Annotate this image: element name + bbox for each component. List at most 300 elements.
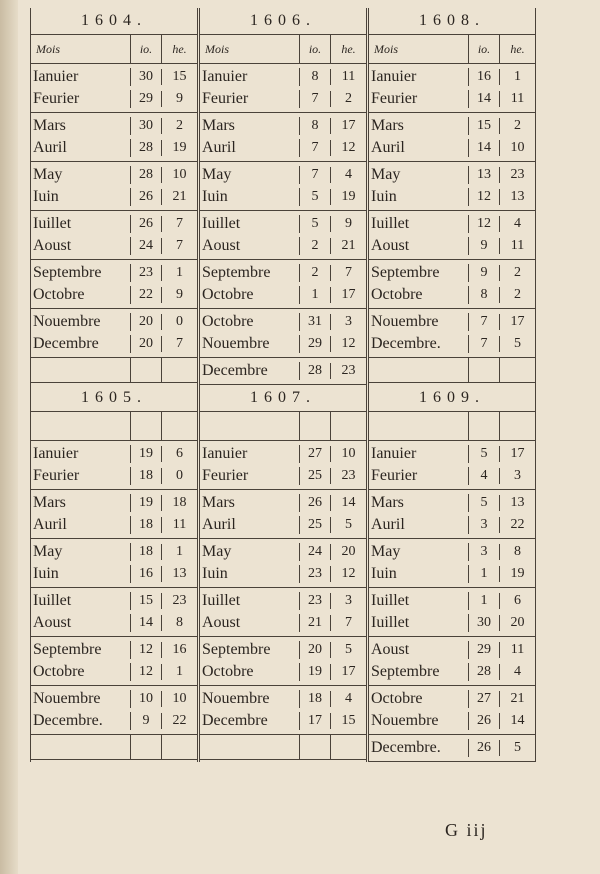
day-value: 12 bbox=[131, 642, 162, 658]
empty-cell bbox=[369, 358, 469, 382]
hour-value: 10 bbox=[172, 691, 187, 706]
day-value: 9 bbox=[469, 265, 500, 281]
month-row bbox=[200, 333, 366, 355]
day-value: 8 bbox=[300, 118, 331, 134]
hour-value: 19 bbox=[172, 140, 187, 155]
month-name: May bbox=[31, 166, 131, 184]
hour-value: 22 bbox=[510, 517, 525, 532]
hours-column-blank bbox=[162, 412, 197, 440]
column-header-row bbox=[369, 412, 535, 441]
month-row bbox=[200, 661, 366, 683]
month-row bbox=[200, 443, 366, 465]
month-row bbox=[31, 164, 197, 186]
month-row bbox=[31, 563, 197, 585]
month-row bbox=[200, 710, 366, 732]
month-pair-group bbox=[369, 260, 535, 309]
month-pair-group bbox=[31, 588, 197, 637]
hour-value: 19 bbox=[510, 566, 525, 581]
hour-value: 0 bbox=[176, 468, 183, 483]
month-column-blank bbox=[369, 412, 469, 440]
month-pair-group bbox=[200, 637, 366, 686]
hour-value: 5 bbox=[345, 517, 352, 532]
month-row bbox=[31, 115, 197, 137]
hour-value: 14 bbox=[341, 495, 356, 510]
hour-value: 2 bbox=[345, 91, 352, 106]
hour-value: 8 bbox=[514, 544, 521, 559]
hour-value: 21 bbox=[341, 238, 356, 253]
day-value: 20 bbox=[300, 642, 331, 658]
hour-value: 1 bbox=[514, 69, 521, 84]
day-value: 30 bbox=[131, 118, 162, 134]
month-row bbox=[369, 612, 535, 634]
hour-value: 17 bbox=[510, 314, 525, 329]
month-row bbox=[31, 492, 197, 514]
days-column-blank bbox=[131, 412, 162, 440]
month-row bbox=[200, 563, 366, 585]
hour-value: 17 bbox=[341, 287, 356, 302]
day-value: 24 bbox=[131, 238, 162, 254]
hour-value: 13 bbox=[172, 566, 187, 581]
empty-cell bbox=[162, 358, 197, 382]
day-value: 28 bbox=[131, 140, 162, 156]
month-row bbox=[369, 186, 535, 208]
empty-row bbox=[369, 358, 535, 383]
month-name: Ianuier bbox=[369, 68, 469, 86]
hour-value: 13 bbox=[510, 495, 525, 510]
hours-column-header: he. bbox=[510, 42, 525, 56]
hour-value: 2 bbox=[514, 287, 521, 302]
month-name: Auril bbox=[369, 516, 469, 534]
day-value: 14 bbox=[469, 91, 500, 107]
new-moon-tables bbox=[30, 8, 535, 762]
day-value: 19 bbox=[300, 664, 331, 680]
month-row bbox=[200, 465, 366, 487]
year-table bbox=[30, 385, 198, 762]
month-pair-group bbox=[31, 64, 197, 113]
day-value: 26 bbox=[131, 189, 162, 205]
month-name: Octobre bbox=[369, 286, 469, 304]
month-name: Iuin bbox=[31, 565, 131, 583]
hour-value: 3 bbox=[345, 593, 352, 608]
month-row bbox=[369, 710, 535, 732]
month-row bbox=[369, 66, 535, 88]
day-value: 21 bbox=[300, 615, 331, 631]
hour-value: 17 bbox=[510, 446, 525, 461]
day-value: 29 bbox=[469, 642, 500, 658]
year-heading: 1606. bbox=[200, 8, 366, 35]
hour-value: 2 bbox=[514, 118, 521, 133]
day-value: 20 bbox=[131, 314, 162, 330]
hour-value: 2 bbox=[514, 265, 521, 280]
hour-value: 1 bbox=[176, 544, 183, 559]
hour-value: 1 bbox=[176, 664, 183, 679]
month-name: Aoust bbox=[369, 641, 469, 659]
month-row bbox=[369, 661, 535, 683]
day-value: 16 bbox=[131, 566, 162, 582]
month-name: Octobre bbox=[200, 313, 300, 331]
month-name: Ianuier bbox=[200, 68, 300, 86]
day-value: 26 bbox=[131, 216, 162, 232]
month-pair-group bbox=[369, 490, 535, 539]
month-name: Aoust bbox=[31, 237, 131, 255]
month-name: Iuin bbox=[200, 565, 300, 583]
day-value: 12 bbox=[469, 189, 500, 205]
hour-value: 23 bbox=[510, 167, 525, 182]
month-row bbox=[369, 213, 535, 235]
month-row bbox=[369, 164, 535, 186]
hour-value: 7 bbox=[176, 238, 183, 253]
year-table bbox=[368, 8, 536, 385]
month-pair-group bbox=[31, 490, 197, 539]
month-row bbox=[31, 661, 197, 683]
month-row bbox=[31, 541, 197, 563]
day-value: 24 bbox=[300, 544, 331, 560]
month-name: Decembre. bbox=[369, 335, 469, 353]
month-column-blank bbox=[200, 412, 300, 440]
month-name: Feurier bbox=[200, 467, 300, 485]
month-pair-group bbox=[31, 309, 197, 358]
hour-value: 22 bbox=[172, 713, 187, 728]
days-column-header: io. bbox=[131, 35, 162, 63]
day-value: 30 bbox=[131, 69, 162, 85]
hour-value: 18 bbox=[172, 495, 187, 510]
month-name: Nouembre bbox=[200, 690, 300, 708]
hour-value: 23 bbox=[172, 593, 187, 608]
month-pair-group bbox=[31, 441, 197, 490]
year-heading: 1605. bbox=[31, 385, 197, 412]
hour-value: 10 bbox=[341, 446, 356, 461]
month-pair-group bbox=[200, 686, 366, 735]
hour-value: 11 bbox=[510, 642, 525, 657]
hours-column-header: he. bbox=[172, 42, 187, 56]
day-value: 14 bbox=[469, 140, 500, 156]
month-row bbox=[200, 115, 366, 137]
day-value: 26 bbox=[469, 740, 500, 756]
day-value: 3 bbox=[469, 544, 500, 560]
month-row bbox=[369, 333, 535, 355]
month-pair-group bbox=[369, 637, 535, 686]
month-row bbox=[31, 186, 197, 208]
empty-cell bbox=[331, 735, 366, 759]
tables-row-top bbox=[30, 8, 535, 385]
month-name: Aoust bbox=[200, 237, 300, 255]
month-name: Octobre bbox=[369, 690, 469, 708]
month-name: Iuin bbox=[200, 188, 300, 206]
day-value: 27 bbox=[469, 691, 500, 707]
column-header-row bbox=[200, 35, 366, 64]
day-value: 31 bbox=[300, 314, 331, 330]
month-pair-group bbox=[200, 539, 366, 588]
hour-value: 19 bbox=[341, 189, 356, 204]
empty-cell bbox=[162, 735, 197, 759]
month-pair-group bbox=[369, 441, 535, 490]
month-name: Mars bbox=[31, 117, 131, 135]
hour-value: 12 bbox=[341, 566, 356, 581]
days-column-blank bbox=[300, 412, 331, 440]
month-row bbox=[31, 443, 197, 465]
month-row bbox=[200, 639, 366, 661]
month-row bbox=[200, 311, 366, 333]
month-row bbox=[369, 311, 535, 333]
month-pair-group bbox=[200, 113, 366, 162]
month-row bbox=[31, 137, 197, 159]
month-name: Iuillet bbox=[200, 215, 300, 233]
month-name: Feurier bbox=[369, 90, 469, 108]
month-pair-group bbox=[31, 539, 197, 588]
month-pair-group bbox=[369, 686, 535, 735]
month-row bbox=[369, 88, 535, 110]
month-column-header: Mois bbox=[369, 35, 469, 63]
empty-row bbox=[200, 735, 366, 760]
empty-row bbox=[31, 735, 197, 760]
month-row bbox=[31, 88, 197, 110]
day-value: 15 bbox=[131, 593, 162, 609]
month-name: Feurier bbox=[31, 467, 131, 485]
month-name: Ianuier bbox=[31, 445, 131, 463]
day-value: 7 bbox=[300, 91, 331, 107]
month-pair-group bbox=[200, 588, 366, 637]
extra-month-group bbox=[369, 735, 535, 762]
month-row bbox=[31, 333, 197, 355]
month-row bbox=[31, 639, 197, 661]
empty-cell bbox=[300, 735, 331, 759]
month-row bbox=[200, 164, 366, 186]
month-row bbox=[369, 465, 535, 487]
month-name: Ianuier bbox=[31, 68, 131, 86]
month-name: Iuillet bbox=[31, 592, 131, 610]
month-name: Iuin bbox=[31, 188, 131, 206]
day-value: 22 bbox=[131, 287, 162, 303]
day-value: 1 bbox=[469, 566, 500, 582]
month-row bbox=[200, 186, 366, 208]
month-name: Iuillet bbox=[369, 592, 469, 610]
month-name: Mars bbox=[200, 494, 300, 512]
hour-value: 5 bbox=[514, 336, 521, 351]
hour-value: 12 bbox=[341, 336, 356, 351]
month-row bbox=[369, 443, 535, 465]
month-name: Septembre bbox=[369, 663, 469, 681]
hour-value: 6 bbox=[514, 593, 521, 608]
month-name: Auril bbox=[31, 516, 131, 534]
month-row bbox=[31, 710, 197, 732]
hour-value: 15 bbox=[341, 713, 356, 728]
month-row bbox=[31, 235, 197, 257]
empty-cell bbox=[131, 358, 162, 382]
month-name: Nouembre bbox=[369, 712, 469, 730]
month-row bbox=[200, 213, 366, 235]
hour-value: 3 bbox=[514, 468, 521, 483]
day-value: 28 bbox=[131, 167, 162, 183]
month-row bbox=[369, 284, 535, 306]
days-column-blank bbox=[469, 412, 500, 440]
month-row bbox=[369, 492, 535, 514]
month-name: Mars bbox=[200, 117, 300, 135]
day-value: 3 bbox=[469, 517, 500, 533]
column-header-row bbox=[31, 412, 197, 441]
empty-cell bbox=[200, 735, 300, 759]
month-name: Auril bbox=[369, 139, 469, 157]
month-row bbox=[200, 66, 366, 88]
day-value: 13 bbox=[469, 167, 500, 183]
month-pair-group bbox=[200, 309, 366, 358]
month-name: Iuin bbox=[369, 565, 469, 583]
hour-value: 20 bbox=[341, 544, 356, 559]
hour-value: 7 bbox=[176, 336, 183, 351]
month-pair-group bbox=[200, 162, 366, 211]
month-name: Auril bbox=[31, 139, 131, 157]
hour-value: 9 bbox=[345, 216, 352, 231]
day-value: 7 bbox=[469, 336, 500, 352]
hour-value: 9 bbox=[176, 91, 183, 106]
day-value: 29 bbox=[300, 336, 331, 352]
hour-value: 5 bbox=[514, 740, 521, 755]
month-row bbox=[200, 284, 366, 306]
day-value: 1 bbox=[300, 287, 331, 303]
month-name: Iuillet bbox=[369, 614, 469, 632]
month-name: Decembre. bbox=[369, 739, 469, 757]
month-row bbox=[200, 235, 366, 257]
month-pair-group bbox=[369, 539, 535, 588]
year-heading: 1604. bbox=[31, 8, 197, 35]
year-table bbox=[199, 8, 367, 385]
hour-value: 14 bbox=[510, 713, 525, 728]
month-row bbox=[200, 492, 366, 514]
month-name: Octobre bbox=[31, 286, 131, 304]
month-pair-group bbox=[200, 490, 366, 539]
month-row bbox=[369, 115, 535, 137]
year-heading: 1608. bbox=[369, 8, 535, 35]
hour-value: 5 bbox=[345, 642, 352, 657]
month-name: Feurier bbox=[31, 90, 131, 108]
day-value: 2 bbox=[300, 265, 331, 281]
month-row bbox=[200, 262, 366, 284]
month-pair-group bbox=[31, 260, 197, 309]
month-name: Nouembre bbox=[31, 313, 131, 331]
day-value: 19 bbox=[131, 495, 162, 511]
month-name: Feurier bbox=[200, 90, 300, 108]
hour-value: 17 bbox=[341, 664, 356, 679]
day-value: 5 bbox=[300, 216, 331, 232]
month-name: Nouembre bbox=[200, 335, 300, 353]
hour-value: 17 bbox=[341, 118, 356, 133]
day-value: 12 bbox=[131, 664, 162, 680]
month-row bbox=[31, 284, 197, 306]
day-value: 9 bbox=[131, 713, 162, 729]
month-row bbox=[200, 612, 366, 634]
month-name: May bbox=[200, 166, 300, 184]
day-value: 19 bbox=[131, 446, 162, 462]
month-row bbox=[200, 590, 366, 612]
month-row bbox=[369, 563, 535, 585]
month-pair-group bbox=[369, 162, 535, 211]
month-row bbox=[200, 688, 366, 710]
tables-row-bottom bbox=[30, 385, 535, 762]
day-value: 26 bbox=[300, 495, 331, 511]
day-value: 4 bbox=[469, 468, 500, 484]
day-value: 29 bbox=[131, 91, 162, 107]
hour-value: 4 bbox=[514, 216, 521, 231]
month-row bbox=[31, 465, 197, 487]
month-name: May bbox=[369, 543, 469, 561]
hour-value: 21 bbox=[172, 189, 187, 204]
month-name: Nouembre bbox=[369, 313, 469, 331]
day-value: 30 bbox=[469, 615, 500, 631]
hour-value: 4 bbox=[345, 691, 352, 706]
month-name: Aoust bbox=[369, 237, 469, 255]
month-column-header: Mois bbox=[200, 35, 300, 63]
day-value: 20 bbox=[131, 336, 162, 352]
day-value: 7 bbox=[469, 314, 500, 330]
month-pair-group bbox=[200, 211, 366, 260]
hour-value: 21 bbox=[510, 691, 525, 706]
day-value: 15 bbox=[469, 118, 500, 134]
day-value: 23 bbox=[131, 265, 162, 281]
day-value: 17 bbox=[300, 713, 331, 729]
day-value: 9 bbox=[469, 238, 500, 254]
hour-value: 11 bbox=[510, 238, 525, 253]
month-row bbox=[369, 737, 535, 759]
month-name: May bbox=[200, 543, 300, 561]
month-name: Mars bbox=[369, 117, 469, 135]
day-value: 18 bbox=[300, 691, 331, 707]
hour-value: 12 bbox=[341, 140, 356, 155]
hour-value: 20 bbox=[510, 615, 525, 630]
empty-cell bbox=[31, 358, 131, 382]
hour-value: 9 bbox=[176, 287, 183, 302]
column-header-row bbox=[200, 412, 366, 441]
hour-value: 11 bbox=[172, 517, 187, 532]
hour-value: 11 bbox=[510, 91, 525, 106]
month-row bbox=[31, 311, 197, 333]
month-row bbox=[200, 360, 366, 382]
month-name: Auril bbox=[200, 139, 300, 157]
hours-column-header: he. bbox=[341, 42, 356, 56]
day-value: 26 bbox=[469, 713, 500, 729]
month-pair-group bbox=[31, 686, 197, 735]
hour-value: 7 bbox=[345, 615, 352, 630]
empty-row bbox=[31, 358, 197, 383]
month-name: Ianuier bbox=[369, 445, 469, 463]
month-name: May bbox=[31, 543, 131, 561]
hour-value: 0 bbox=[176, 314, 183, 329]
month-name: Auril bbox=[200, 516, 300, 534]
days-column-header: io. bbox=[469, 35, 500, 63]
month-name: Septembre bbox=[31, 264, 131, 282]
hour-value: 23 bbox=[341, 363, 356, 378]
year-table bbox=[30, 8, 198, 385]
month-name: Iuillet bbox=[31, 215, 131, 233]
month-name: Octobre bbox=[200, 286, 300, 304]
month-row bbox=[369, 137, 535, 159]
month-name: Aoust bbox=[200, 614, 300, 632]
month-row bbox=[369, 590, 535, 612]
month-name: Septembre bbox=[200, 641, 300, 659]
month-row bbox=[31, 262, 197, 284]
month-name: Ianuier bbox=[200, 445, 300, 463]
year-table bbox=[199, 385, 367, 762]
month-row bbox=[200, 88, 366, 110]
month-name: Septembre bbox=[31, 641, 131, 659]
day-value: 8 bbox=[469, 287, 500, 303]
month-pair-group bbox=[369, 309, 535, 358]
day-value: 25 bbox=[300, 517, 331, 533]
hour-value: 1 bbox=[176, 265, 183, 280]
day-value: 14 bbox=[131, 615, 162, 631]
month-pair-group bbox=[31, 211, 197, 260]
column-header-row bbox=[31, 35, 197, 64]
column-header-row bbox=[369, 35, 535, 64]
month-row bbox=[369, 541, 535, 563]
